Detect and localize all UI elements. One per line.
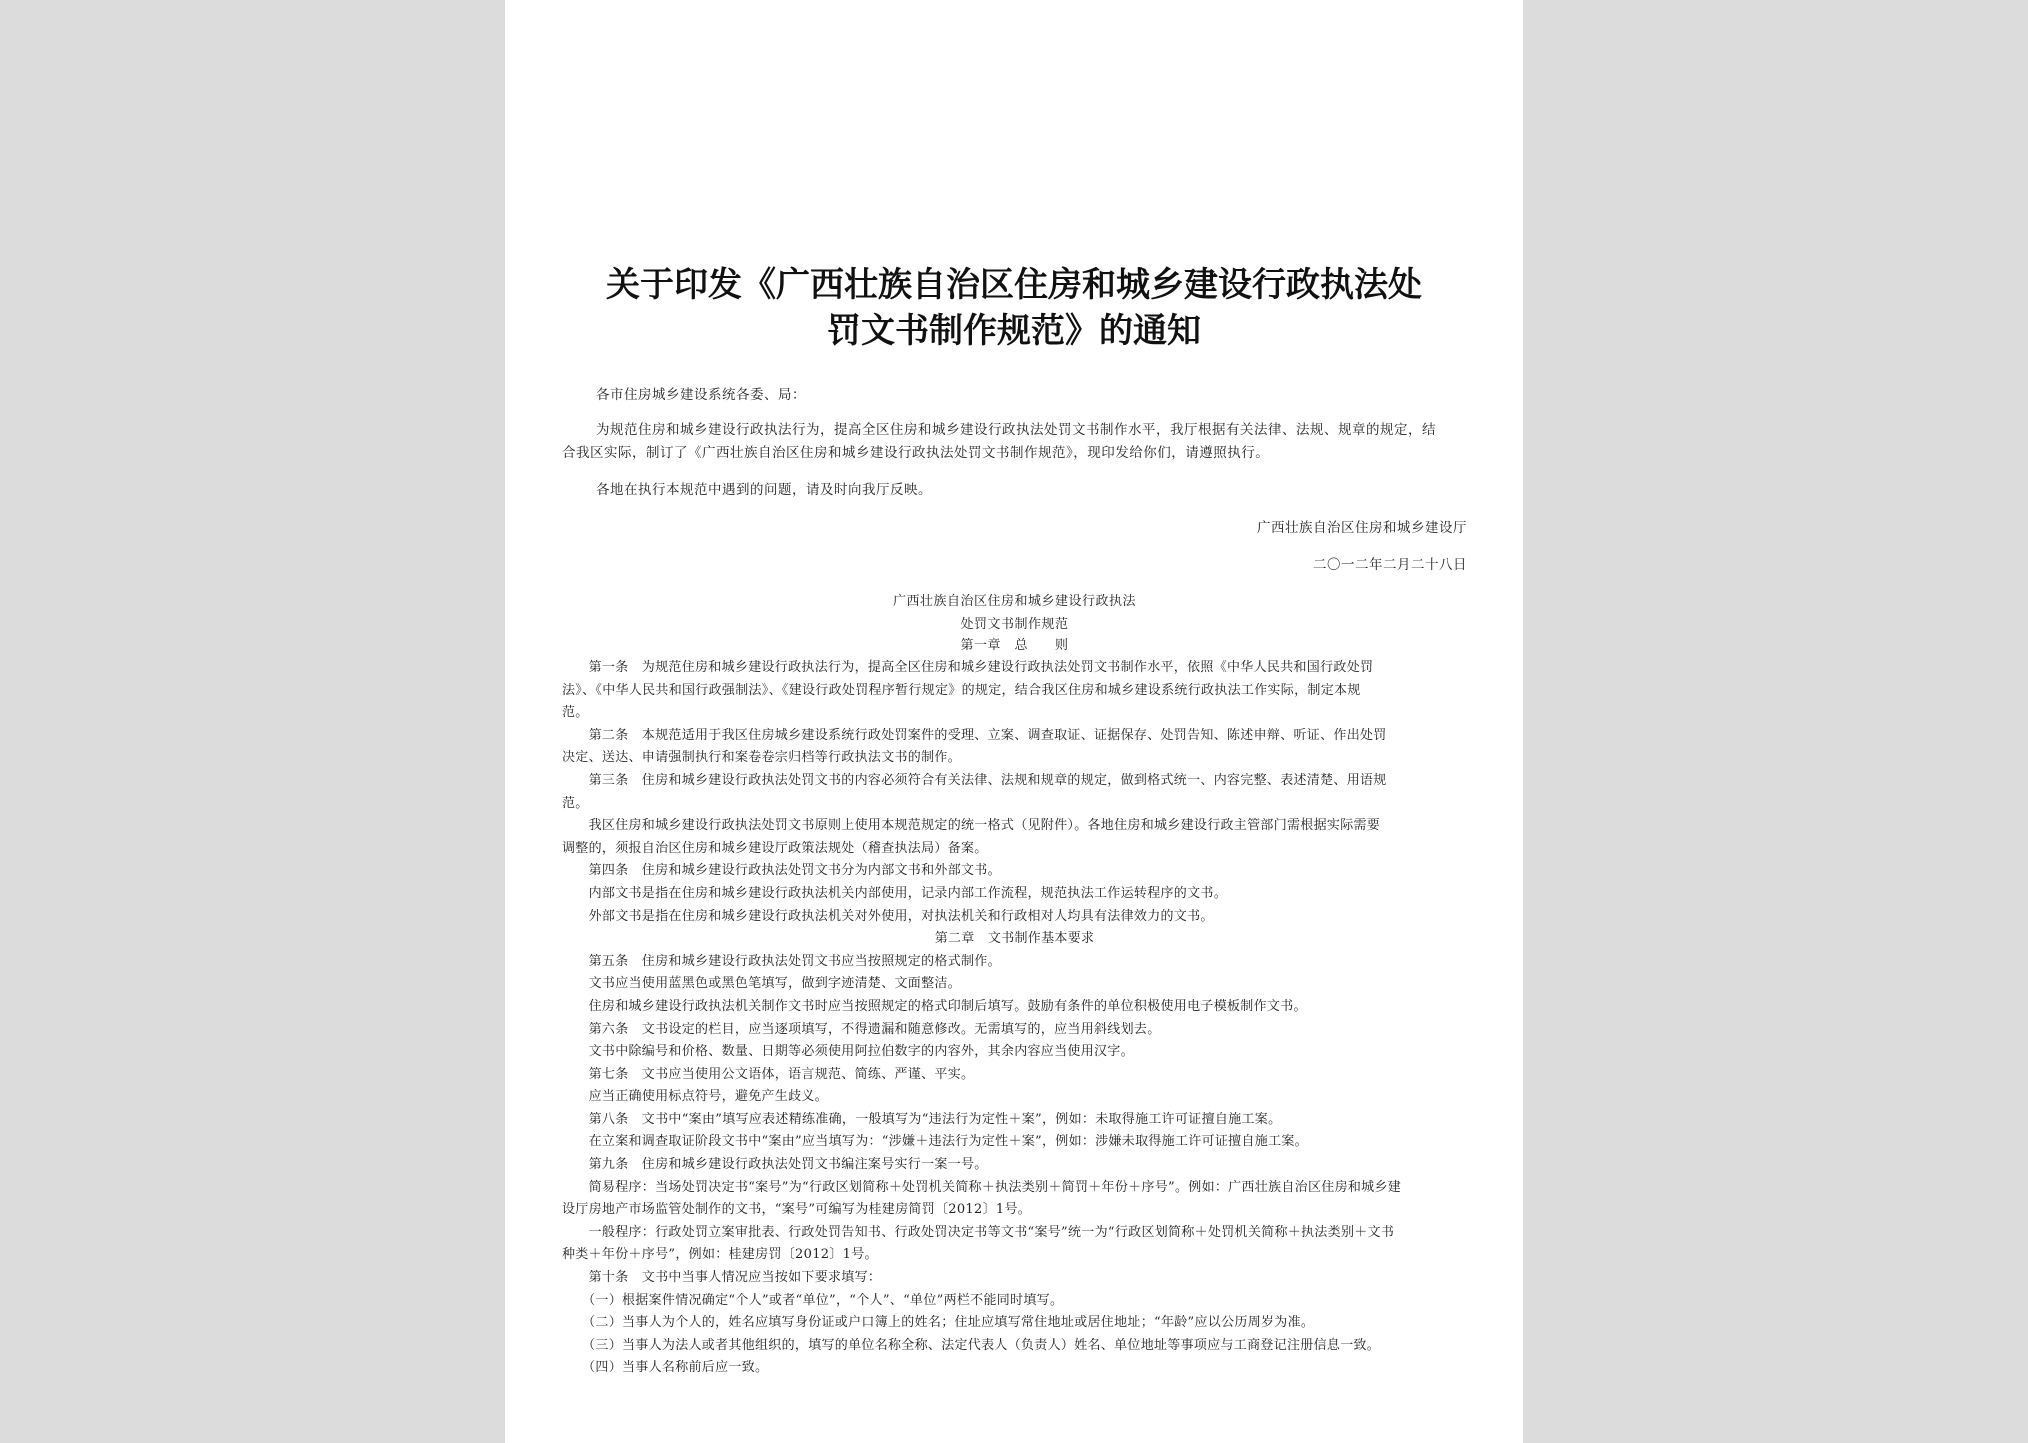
- regulation-line: 内部文书是指在住房和城乡建设行政执法机关内部使用，记录内部工作流程，规范执法工作运转程序的文书。: [562, 885, 1228, 901]
- salutation: [562, 383, 1467, 407]
- regulation-title-line-1: 广西壮族自治区住房和城乡建设行政执法: [892, 594, 1136, 609]
- regulation-line: 范。: [562, 795, 589, 811]
- regulation-line: 我区住房和城乡建设行政执法处罚文书原则上使用本规范规定的统一格式（见附件）。各地住房和城乡建设行政主管部门需根据实际需要: [562, 818, 1381, 834]
- regulation-line: 一般程序：行政处罚立案审批表、行政处罚告知书、行政处罚决定书等文书“案号”统一为“行政区划简称＋处罚机关简称＋执法类别＋文书: [562, 1224, 1395, 1240]
- regulation-line: 第三条 住房和城乡建设行政执法处罚文书的内容必须符合有关法律、法规和规章的规定，做到格式统一、内容完整、表述清楚、用语规: [562, 772, 1387, 788]
- notice-paragraph-2: [562, 478, 1467, 502]
- notice-paragraph-1: [562, 419, 1467, 465]
- regulation-line: 简易程序：当场处罚决定书“案号”为“行政区划简称＋处罚机关简称＋执法类别＋简罚＋年份＋序号”。例如：广西壮族自治区住房和城乡建: [562, 1179, 1402, 1195]
- document-title: [545, 262, 1483, 354]
- regulation-line: 第六条 文书设定的栏目，应当逐项填写，不得遗漏和随意修改。无需填写的，应当用斜线划去。: [562, 1021, 1161, 1037]
- regulation-line: 第四条 住房和城乡建设行政执法处罚文书分为内部文书和外部文书。: [562, 863, 1001, 879]
- regulation-line: （四）当事人名称前后应一致。: [562, 1360, 769, 1376]
- salutation-text: 各市住房城乡建设系统各委、局：: [596, 387, 806, 403]
- signature-date: 二〇一二年二月二十八日: [1313, 557, 1467, 573]
- paragraph-line: 合我区实际，制订了《广西壮族自治区住房和城乡建设行政执法处罚文书制作规范》，现印发给你们，请遵照执行。: [562, 445, 1270, 461]
- regulation-line: 文书中除编号和价格、数量、日期等必须使用阿拉伯数字的内容外，其余内容应当使用汉字。: [562, 1044, 1134, 1060]
- regulation-line: 应当正确使用标点符号，避免产生歧义。: [562, 1089, 829, 1105]
- title-line-2: 罚文书制作规范》的通知: [827, 311, 1201, 351]
- paragraph-line: 为规范住房和城乡建设行政执法行为，提高全区住房和城乡建设行政执法处罚文书制作水平，我厅根据有关法律、法规、规章的规定，结: [596, 422, 1436, 438]
- regulation-line: 外部文书是指在住房和城乡建设行政执法机关对外使用，对执法机关和行政相对人均具有法律效力的文书。: [562, 908, 1214, 924]
- regulation-line: 范。: [562, 705, 589, 721]
- regulation-line: 在立案和调查取证阶段文书中“案由”应当填写为：“涉嫌＋违法行为定性＋案”，例如：涉嫌未取得施工许可证擅自施工案。: [562, 1134, 1308, 1150]
- regulation-line: 法》、《中华人民共和国行政强制法》、《建设行政处罚程序暂行规定》的规定，结合我区住房和城乡建设系统行政执法工作实际，制定本规: [562, 682, 1361, 698]
- regulation-line: 第九条 住房和城乡建设行政执法处罚文书编注案号实行一案一号。: [562, 1157, 988, 1173]
- regulation-line: 种类＋年份＋序号”，例如：桂建房罚〔2012〕1号。: [562, 1247, 878, 1263]
- regulation-line: 第一条 为规范住房和城乡建设行政执法行为，提高全区住房和城乡建设行政执法处罚文书制作水平，依照《中华人民共和国行政处罚: [562, 660, 1374, 675]
- regulation-line: 设厅房地产市场监管处制作的文书，“案号”可编写为桂建房简罚〔2012〕1号。: [562, 1202, 1032, 1218]
- chapter-1-heading: 第一章 总 则: [960, 638, 1069, 653]
- regulation-line: 文书应当使用蓝黑色或黑色笔填写，做到字迹清楚、文面整洁。: [562, 976, 962, 992]
- paragraph-line: 各地在执行本规范中遇到的问题，请及时向我厅反映。: [596, 482, 932, 498]
- regulation-line: （二）当事人为个人的，姓名应填写身份证或户口簿上的姓名；住址应填写常住地址或居住地址；“年龄”应以公历周岁为准。: [562, 1315, 1315, 1331]
- regulation-body: [562, 657, 1467, 1380]
- regulation-line: 第七条 文书应当使用公文语体，语言规范、简练、严谨、平实。: [562, 1066, 975, 1082]
- regulation-line: 第五条 住房和城乡建设行政执法处罚文书应当按照规定的格式制作。: [562, 953, 1001, 969]
- document-page: [505, 0, 1523, 1443]
- regulation-line: （一）根据案件情况确定“个人”或者“单位”，“个人”、“单位”两栏不能同时填写。: [562, 1292, 1064, 1308]
- regulation-line: 第十条 文书中当事人情况应当按如下要求填写：: [562, 1270, 882, 1286]
- regulation-title-line-2: 处罚文书制作规范: [960, 617, 1069, 632]
- regulation-line: 调整的，须报自治区住房和城乡建设厅政策法规处（稽查执法局）备案。: [562, 840, 988, 856]
- title-line-1: 关于印发《广西壮族自治区住房和城乡建设行政执法处: [606, 265, 1422, 305]
- regulation-line: 第二条 本规范适用于我区住房城乡建设系统行政处罚案件的受理、立案、调查取证、证据保存、处罚告知、陈述申辩、听证、作出处罚: [562, 727, 1387, 743]
- signature-organization: 广西壮族自治区住房和城乡建设厅: [1257, 520, 1467, 536]
- regulation-line: 住房和城乡建设行政执法机关制作文书时应当按照规定的格式印制后填写。鼓励有条件的单位积极使用电子模板制作文书。: [562, 998, 1307, 1014]
- regulation-line: 决定、送达、申请强制执行和案卷卷宗归档等行政执法文书的制作。: [562, 750, 962, 766]
- chapter-2-heading: 第二章 文书制作基本要求: [934, 931, 1095, 947]
- regulation-line: 第八条 文书中“案由”填写应表述精练准确，一般填写为“违法行为定性＋案”，例如：未取得施工许可证擅自施工案。: [562, 1111, 1282, 1127]
- regulation-line: （三）当事人为法人或者其他组织的，填写的单位名称全称、法定代表人（负责人）姓名、单位地址等事项应与工商登记注册信息一致。: [562, 1337, 1381, 1353]
